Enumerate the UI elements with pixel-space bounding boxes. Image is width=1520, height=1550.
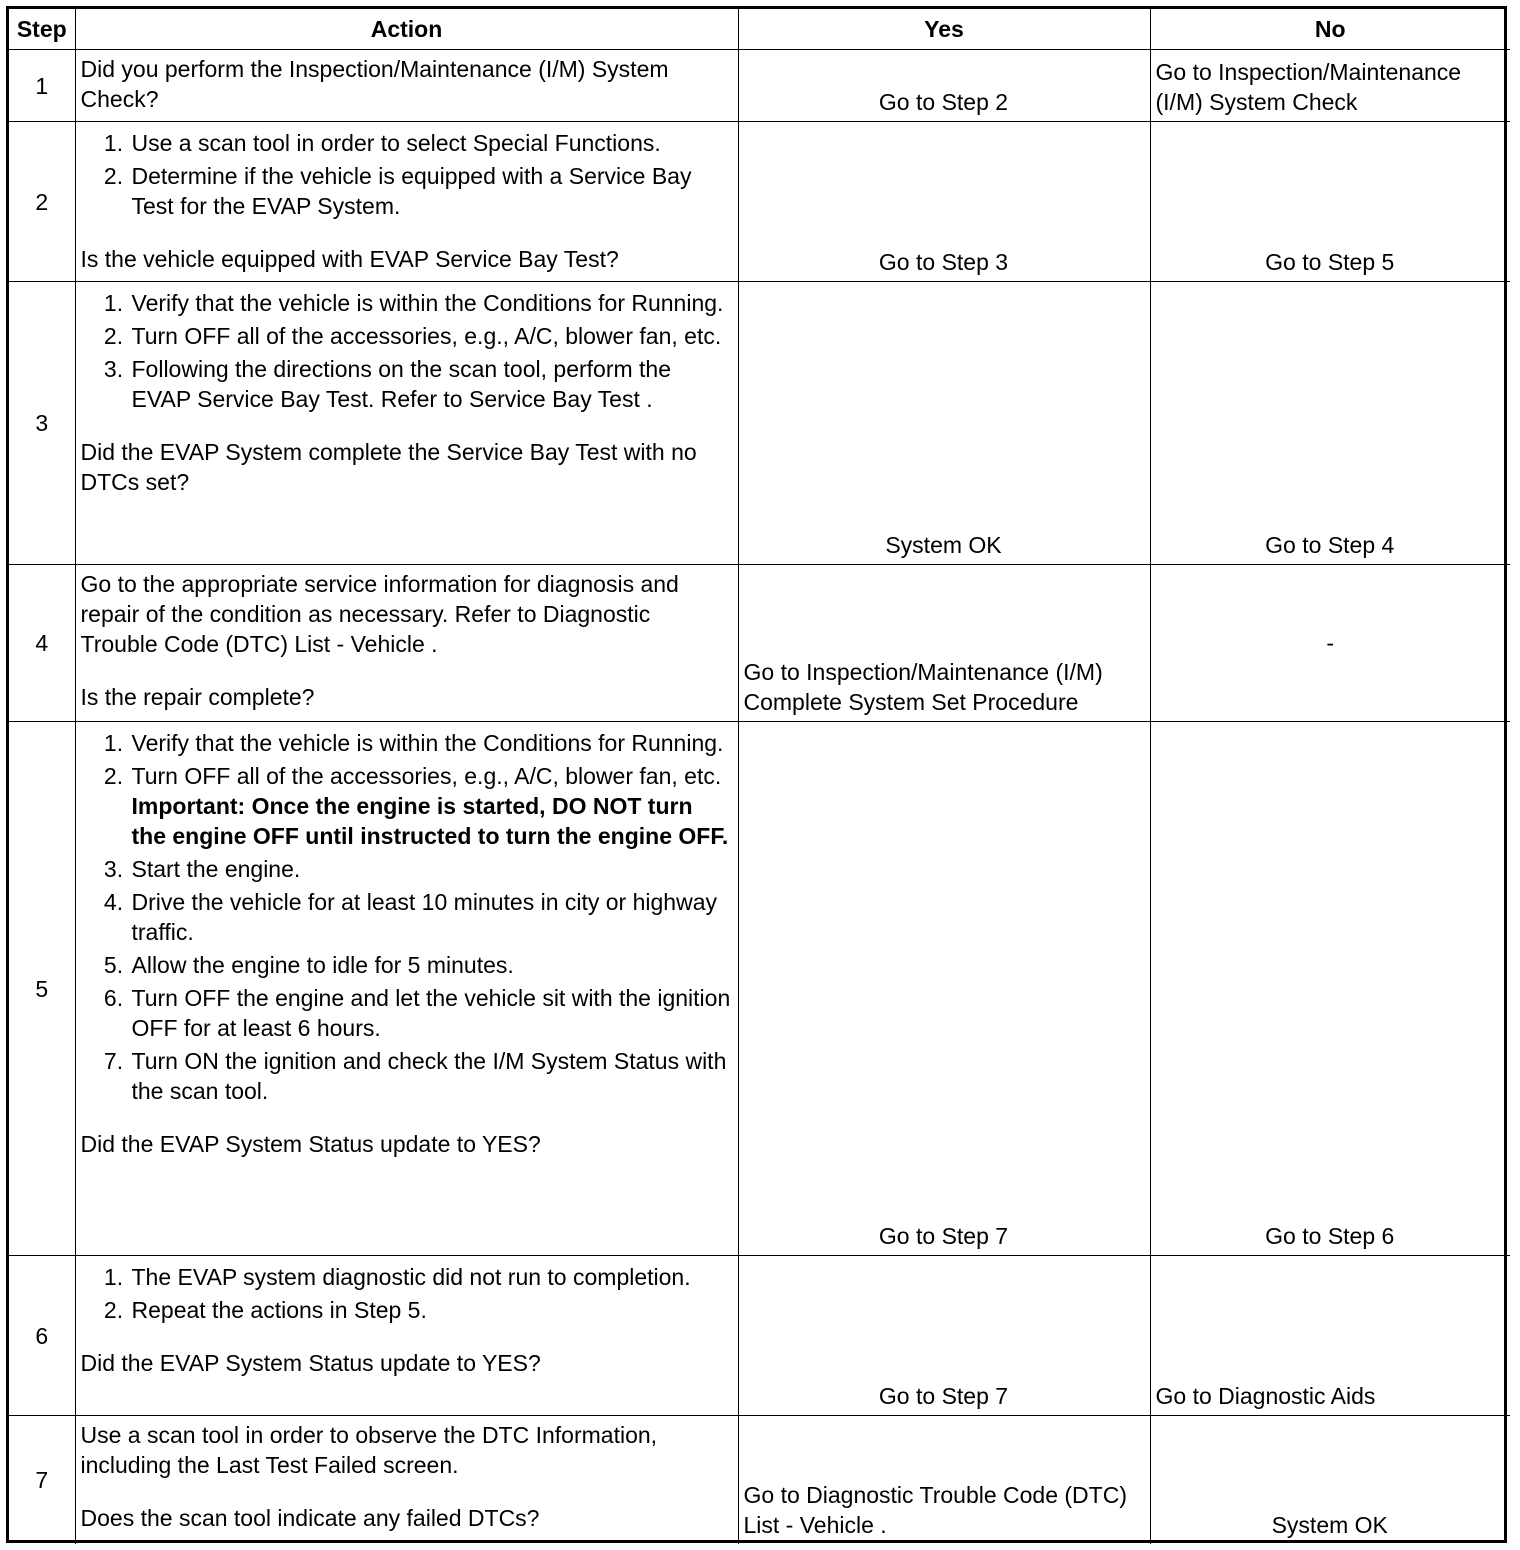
- action-question: Does the scan tool indicate any failed DTCs?: [80, 1505, 540, 1531]
- action-question: Did the EVAP System Status update to YES?: [80, 1350, 541, 1376]
- action-steps-list: [81, 728, 732, 1106]
- list-item: 3. Start the engine.: [130, 854, 732, 884]
- action-text: Did you perform the Inspection/Maintenance (I/M) System Check?: [80, 56, 669, 112]
- step-number: 1: [9, 50, 75, 122]
- yes-result: Go to Step 2: [738, 50, 1150, 122]
- action-steps-list: [81, 1262, 732, 1325]
- action-question: Is the repair complete?: [80, 684, 315, 710]
- action-cell: [75, 1256, 738, 1416]
- action-text: Go to the appropriate service information for diagnosis and repair of the condition as necessary. Refer to Diagnostic Trouble Code (DTC) List - Vehicle .: [80, 571, 679, 657]
- list-item: 7. Turn ON the ignition and check the I/M System Status with the scan tool.: [130, 1046, 732, 1106]
- step-number: 6: [9, 1256, 75, 1416]
- list-item: 2. Repeat the actions in Step 5.: [130, 1295, 732, 1325]
- action-cell: [75, 282, 738, 565]
- list-item: 6. Turn OFF the engine and let the vehicle sit with the ignition OFF for at least 6 hours.: [130, 983, 732, 1043]
- list-item: 1. Use a scan tool in order to select Special Functions.: [130, 128, 732, 158]
- yes-result: System OK: [738, 282, 1150, 565]
- list-item: 4. Drive the vehicle for at least 10 minutes in city or highway traffic.: [130, 887, 732, 947]
- table-row-step-1: [9, 50, 1510, 122]
- list-item: [130, 761, 732, 851]
- no-result: Go to Step 6: [1150, 722, 1510, 1256]
- list-item: 3. Following the directions on the scan tool, perform the EVAP Service Bay Test. Refer to Service Bay Test .: [130, 354, 732, 414]
- step-number: 3: [9, 282, 75, 565]
- table-row-step-2: [9, 122, 1510, 282]
- header-yes: Yes: [738, 9, 1150, 50]
- no-result: Go to Inspection/Maintenance (I/M) System Check: [1150, 50, 1510, 122]
- header-row: [9, 9, 1510, 50]
- step-number: 4: [9, 565, 75, 722]
- yes-result: Go to Step 7: [738, 722, 1150, 1256]
- important-note: Important: Once the engine is started, DO NOT turn the engine OFF until instructed to turn the engine OFF.: [131, 793, 729, 849]
- header-no: No: [1150, 9, 1510, 50]
- table-row-step-5: [9, 722, 1510, 1256]
- list-item: 1. Verify that the vehicle is within the Conditions for Running.: [130, 288, 732, 318]
- list-item: 1. Verify that the vehicle is within the Conditions for Running.: [130, 728, 732, 758]
- table-row-step-6: [9, 1256, 1510, 1416]
- list-item: 5. Allow the engine to idle for 5 minutes.: [130, 950, 732, 980]
- action-cell: [75, 1416, 738, 1544]
- table-row-step-3: [9, 282, 1510, 565]
- no-result: System OK: [1150, 1416, 1510, 1544]
- no-result: -: [1150, 565, 1510, 722]
- list-item: 2. Turn OFF all of the accessories, e.g., A/C, blower fan, etc.: [130, 321, 732, 351]
- action-question: Did the EVAP System Status update to YES?: [80, 1131, 541, 1157]
- yes-result: Go to Step 7: [738, 1256, 1150, 1416]
- table-row-step-7: [9, 1416, 1510, 1544]
- step-number: 2: [9, 122, 75, 282]
- action-question: Is the vehicle equipped with EVAP Service Bay Test?: [80, 246, 619, 272]
- no-result: Go to Diagnostic Aids: [1150, 1256, 1510, 1416]
- no-result: Go to Step 4: [1150, 282, 1510, 565]
- action-cell: [75, 722, 738, 1256]
- no-result: Go to Step 5: [1150, 122, 1510, 282]
- action-cell: [75, 122, 738, 282]
- diagnostic-table: [9, 9, 1510, 1544]
- list-item: 1. The EVAP system diagnostic did not run to completion.: [130, 1262, 732, 1292]
- action-cell: [75, 565, 738, 722]
- list-item-text: Turn OFF all of the accessories, e.g., A/C, blower fan, etc.: [131, 763, 722, 789]
- diagnostic-table-document: [6, 6, 1507, 1543]
- list-item: 2. Determine if the vehicle is equipped with a Service Bay Test for the EVAP System.: [130, 161, 732, 221]
- action-question: Did the EVAP System complete the Service Bay Test with no DTCs set?: [80, 439, 697, 495]
- action-cell: [75, 50, 738, 122]
- yes-result: Go to Step 3: [738, 122, 1150, 282]
- yes-result: Go to Diagnostic Trouble Code (DTC) List - Vehicle .: [738, 1416, 1150, 1544]
- step-number: 5: [9, 722, 75, 1256]
- action-steps-list: [81, 128, 732, 221]
- table-row-step-4: [9, 565, 1510, 722]
- yes-result: Go to Inspection/Maintenance (I/M) Complete System Set Procedure: [738, 565, 1150, 722]
- action-steps-list: [81, 288, 732, 414]
- header-step: Step: [9, 9, 75, 50]
- step-number: 7: [9, 1416, 75, 1544]
- header-action: Action: [75, 9, 738, 50]
- action-text: Use a scan tool in order to observe the DTC Information, including the Last Test Failed screen.: [80, 1422, 658, 1478]
